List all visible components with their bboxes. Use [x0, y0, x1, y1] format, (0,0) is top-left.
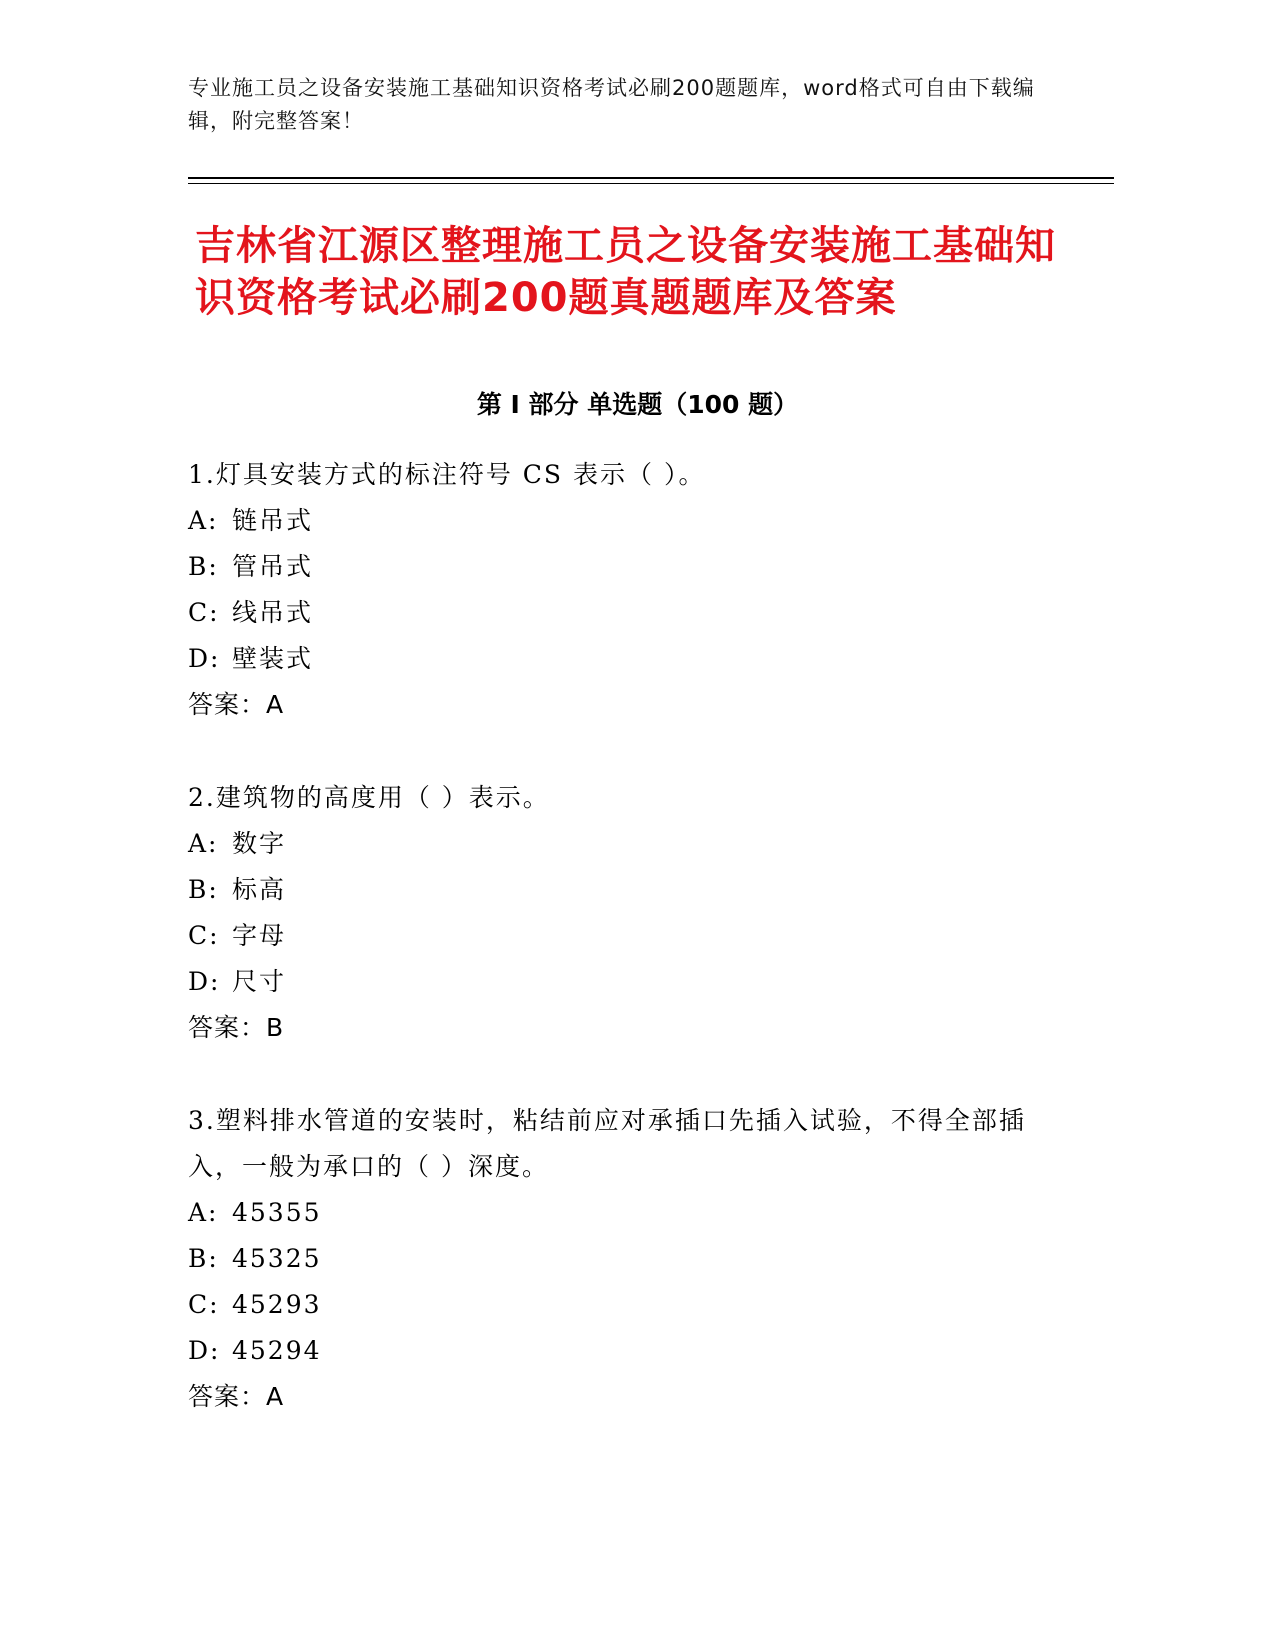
option-text: 壁装式	[232, 644, 314, 673]
option-d	[188, 959, 1088, 1005]
option-text: 45294	[232, 1336, 322, 1365]
option-b	[188, 1236, 1068, 1282]
answer: 答案：B	[188, 1013, 285, 1042]
option-c	[188, 913, 1088, 959]
question-stem: 1.灯具安装方式的标注符号 CS 表示（ ）。	[188, 460, 706, 489]
option-c	[188, 590, 1088, 636]
question-stem: 3.塑料排水管道的安装时，粘结前应对承插口先插入试验，不得全部插入，一般为承口的（ ）深度。	[188, 1106, 1026, 1181]
question-1	[188, 452, 1088, 728]
option-text: 字母	[232, 921, 287, 950]
option-d	[188, 636, 1088, 682]
option-b	[188, 544, 1088, 590]
header-note: 专业施工员之设备安装施工基础知识资格考试必刷200题题库，word格式可自由下载编辑，附完整答案！	[188, 76, 1035, 133]
option-text: 标高	[232, 875, 287, 904]
question-3	[188, 1098, 1068, 1420]
option-a	[188, 821, 1088, 867]
option-key: D:	[188, 1336, 221, 1365]
option-key: D:	[188, 644, 221, 673]
question-stem: 2.建筑物的高度用（ ）表示。	[188, 783, 550, 812]
document-title: 吉林省江源区整理施工员之设备安装施工基础知识资格考试必刷200题真题题库及答案	[195, 223, 1056, 321]
option-c	[188, 1282, 1068, 1328]
option-text: 链吊式	[232, 506, 314, 535]
option-key: C:	[188, 921, 220, 950]
option-key: A:	[188, 1198, 219, 1227]
option-text: 45325	[232, 1244, 322, 1273]
header-rule-thin	[188, 183, 1114, 184]
option-text: 尺寸	[232, 967, 287, 996]
option-text: 45293	[232, 1290, 322, 1319]
answer: 答案：A	[188, 1382, 285, 1411]
option-a	[188, 1190, 1068, 1236]
option-text: 45355	[232, 1198, 322, 1227]
option-d	[188, 1328, 1068, 1374]
header-rule-thick	[188, 177, 1114, 179]
option-key: B:	[188, 1244, 219, 1273]
option-key: A:	[188, 506, 219, 535]
option-key: D:	[188, 967, 221, 996]
answer: 答案：A	[188, 690, 285, 719]
section-heading: 第 I 部分 单选题（100 题）	[476, 390, 799, 419]
option-key: B:	[188, 875, 219, 904]
option-b	[188, 867, 1088, 913]
option-key: A:	[188, 829, 219, 858]
option-key: C:	[188, 1290, 220, 1319]
option-a	[188, 498, 1088, 544]
option-text: 管吊式	[232, 552, 314, 581]
option-text: 数字	[232, 829, 287, 858]
option-key: B:	[188, 552, 219, 581]
question-2	[188, 775, 1088, 1051]
option-text: 线吊式	[232, 598, 314, 627]
option-key: C:	[188, 598, 220, 627]
